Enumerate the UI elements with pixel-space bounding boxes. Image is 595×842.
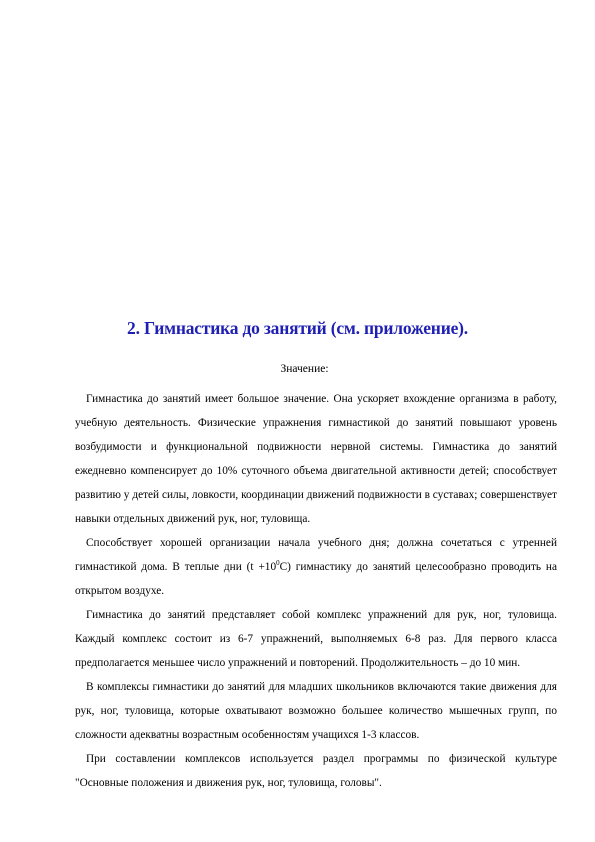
paragraph-3: Гимнастика до занятий представляет собой комплекс упражнений для рук, ног, туловища. Каждый комплекс состоит из 6-7 упражнений, выполняемых 6-8 раз. Для первого класса предполагается меньшее число упражнений и повторений. Продолжительность – до 10 мин. (75, 609, 557, 669)
paragraph-4: В комплексы гимнастики до занятий для младших школьников включаются такие движения для рук, ног, туловища, которые охватывают возможно большее количество мышечных групп, по сложности адекватны возрастным особенностям учащихся 1-3 классов. (75, 681, 557, 741)
paragraph-2 (75, 531, 557, 603)
subheading-meaning: Значение: (280, 363, 329, 375)
degree-superscript: 0 (276, 559, 280, 568)
section-heading: 2. Гимнастика до занятий (см. приложение). (127, 318, 468, 338)
paragraph-1: Гимнастика до занятий имеет большое значение. Она ускоряет вхождение организма в работу, учебную деятельность. Физические упражнения гимнастикой до занятий повышают уровень возбудимости и функциональной подвижности нервной системы. Гимнастика до занятий ежедневно компенсирует до 10% суточного объема двигательной активности детей; способствует развитию у детей силы, ловкости, координации движений подвижности в суставах; совершенствует навыки отдельных движений рук, ног, туловища. (75, 393, 557, 525)
body-text (75, 387, 557, 795)
paragraph-5: При составлении комплексов используется раздел программы по физической культуре "Основные положения и движения рук, ног, туловища, головы". (75, 753, 557, 789)
paragraph-2-before: Способствует хорошей организации начала учебного дня; должна сочетаться с утренней гимнастикой дома. В теплые дни (t +10 (75, 537, 557, 573)
paragraph-2-after: С) гимнастику до занятий целесообразно проводить на открытом воздухе. (75, 561, 557, 597)
